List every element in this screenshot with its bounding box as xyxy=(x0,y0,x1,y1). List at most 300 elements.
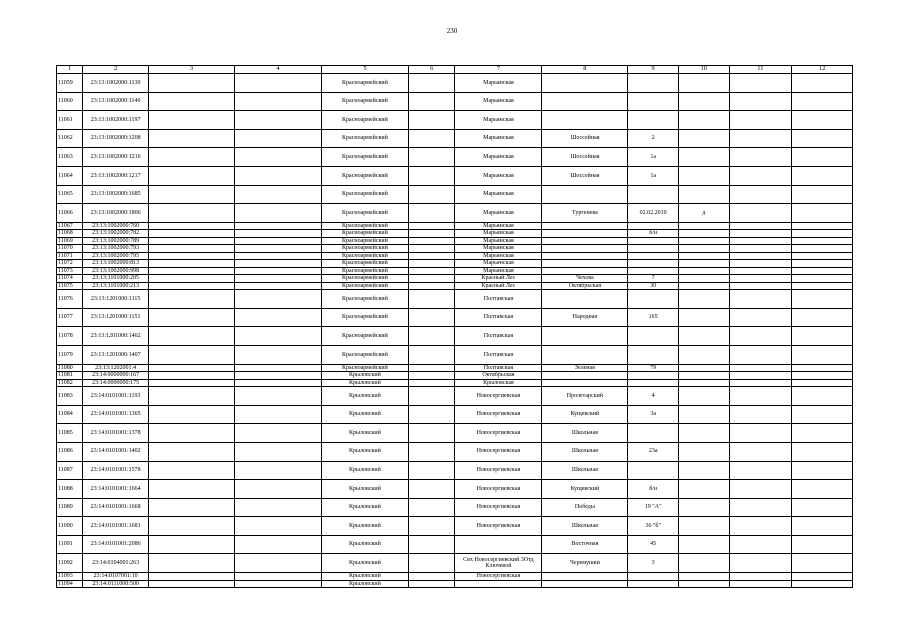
table-cell-col-12 xyxy=(792,222,853,230)
table-cell-col-9: 1а xyxy=(628,166,679,185)
table-cell-col-3 xyxy=(149,166,235,185)
table-cell-col-9 xyxy=(628,260,679,268)
table-cell-col-10 xyxy=(678,129,729,148)
table-cell-col-7: Марьянская xyxy=(455,222,542,230)
table-row xyxy=(57,308,853,327)
table-row xyxy=(57,480,853,499)
table-cell-col-3 xyxy=(149,372,235,380)
table-cell-col-4 xyxy=(235,480,322,499)
table-row xyxy=(57,222,853,230)
table-cell-col-3 xyxy=(149,252,235,260)
table-cell-col-8 xyxy=(542,252,628,260)
table-cell-col-6 xyxy=(408,517,455,536)
table-row xyxy=(57,267,853,275)
table-cell-col-2: 23:14:0101001:1664 xyxy=(83,480,149,499)
table-cell-col-3 xyxy=(149,480,235,499)
table-row xyxy=(57,424,853,443)
table-cell-col-11 xyxy=(729,260,792,268)
table-cell-col-11 xyxy=(729,535,792,554)
table-cell-col-7: Марьянская xyxy=(455,237,542,245)
column-header-8: 8 xyxy=(542,66,628,74)
table-cell-col-10 xyxy=(678,346,729,365)
table-cell-col-8: Школьная xyxy=(542,442,628,461)
table-row xyxy=(57,405,853,424)
table-cell-col-9 xyxy=(628,92,679,111)
table-row xyxy=(57,290,853,309)
column-header-11: 11 xyxy=(729,66,792,74)
table-row xyxy=(57,148,853,167)
table-cell-col-4 xyxy=(235,573,322,581)
table-row xyxy=(57,387,853,406)
table-cell-col-4 xyxy=(235,222,322,230)
table-cell-col-1: 11075 xyxy=(57,282,83,290)
table-cell-col-5: Крыловский xyxy=(321,535,408,554)
table-row xyxy=(57,535,853,554)
table-cell-col-4 xyxy=(235,111,322,130)
table-row xyxy=(57,327,853,346)
table-cell-col-2: 23:14:0000000:175 xyxy=(83,379,149,387)
table-cell-col-9 xyxy=(628,424,679,443)
table-cell-col-8 xyxy=(542,379,628,387)
table-cell-col-10 xyxy=(678,275,729,283)
table-row xyxy=(57,372,853,380)
table-cell-col-6 xyxy=(408,129,455,148)
table-cell-col-7: Новосергиевская xyxy=(455,442,542,461)
table-cell-col-3 xyxy=(149,92,235,111)
table-cell-col-11 xyxy=(729,230,792,238)
table-cell-col-2: 23:13:1002000:813 xyxy=(83,260,149,268)
table-cell-col-12 xyxy=(792,148,853,167)
table-cell-col-4 xyxy=(235,260,322,268)
table-cell-col-12 xyxy=(792,535,853,554)
table-row xyxy=(57,252,853,260)
table-cell-col-5: Крыловский xyxy=(321,405,408,424)
table-cell-col-10 xyxy=(678,230,729,238)
table-cell-col-11 xyxy=(729,387,792,406)
table-cell-col-7: Полтавская xyxy=(455,346,542,365)
table-cell-col-7: Новосергиевская xyxy=(455,498,542,517)
table-cell-col-2: 23:13:1002000:1208 xyxy=(83,129,149,148)
table-cell-col-12 xyxy=(792,282,853,290)
table-cell-col-11 xyxy=(729,237,792,245)
table-cell-col-5: Красноармейский xyxy=(321,275,408,283)
table-cell-col-6 xyxy=(408,461,455,480)
table-cell-col-11 xyxy=(729,282,792,290)
table-cell-col-11 xyxy=(729,424,792,443)
column-header-4: 4 xyxy=(235,66,322,74)
table-row xyxy=(57,92,853,111)
table-cell-col-11 xyxy=(729,111,792,130)
table-cell-col-3 xyxy=(149,111,235,130)
table-cell-col-1: 11064 xyxy=(57,166,83,185)
table-cell-col-7: Свх Новосергиевский 3Отд Ключевой xyxy=(455,554,542,573)
table-cell-col-6 xyxy=(408,346,455,365)
table-cell-col-3 xyxy=(149,498,235,517)
table-cell-col-7: Марьянская xyxy=(455,148,542,167)
table-cell-col-7: Марьянская xyxy=(455,111,542,130)
table-cell-col-9: 3а xyxy=(628,405,679,424)
table-cell-col-2: 23:13:1202001:4 xyxy=(83,364,149,372)
table-cell-col-7: Полтавская xyxy=(455,364,542,372)
table-cell-col-2: 23:14:0107001:10 xyxy=(83,573,149,581)
table-cell-col-5: Красноармейский xyxy=(321,327,408,346)
table-cell-col-2: 23:13:1002000:1216 xyxy=(83,148,149,167)
table-cell-col-3 xyxy=(149,237,235,245)
table-cell-col-11 xyxy=(729,327,792,346)
table-cell-col-1: 11094 xyxy=(57,580,83,588)
table-cell-col-2: 23:14:0101001:1578 xyxy=(83,461,149,480)
table-cell-col-5: Красноармейский xyxy=(321,282,408,290)
table-cell-col-7: Новосергиевская xyxy=(455,480,542,499)
table-cell-col-5: Красноармейский xyxy=(321,260,408,268)
table-row xyxy=(57,275,853,283)
table-cell-col-11 xyxy=(729,498,792,517)
table-cell-col-5: Крыловский xyxy=(321,480,408,499)
table-cell-col-3 xyxy=(149,290,235,309)
table-cell-col-7: Полтавская xyxy=(455,290,542,309)
table-cell-col-5: Крыловский xyxy=(321,498,408,517)
table-cell-col-5: Крыловский xyxy=(321,573,408,581)
table-cell-col-8 xyxy=(542,222,628,230)
table-cell-col-11 xyxy=(729,74,792,93)
table-cell-col-1: 11074 xyxy=(57,275,83,283)
table-cell-col-8: Школьная xyxy=(542,424,628,443)
table-cell-col-4 xyxy=(235,275,322,283)
table-cell-col-6 xyxy=(408,387,455,406)
table-cell-col-6 xyxy=(408,275,455,283)
column-header-9: 9 xyxy=(628,66,679,74)
table-cell-col-3 xyxy=(149,148,235,167)
table-cell-col-6 xyxy=(408,290,455,309)
table-cell-col-5: Красноармейский xyxy=(321,237,408,245)
table-cell-col-1: 11073 xyxy=(57,267,83,275)
column-header-3: 3 xyxy=(149,66,235,74)
table-cell-col-9 xyxy=(628,252,679,260)
table-cell-col-10 xyxy=(678,267,729,275)
table-cell-col-12 xyxy=(792,580,853,588)
table-cell-col-3 xyxy=(149,129,235,148)
table-cell-col-11 xyxy=(729,580,792,588)
table-cell-col-4 xyxy=(235,364,322,372)
table-cell-col-10 xyxy=(678,424,729,443)
table-row xyxy=(57,237,853,245)
table-cell-col-3 xyxy=(149,461,235,480)
table-cell-col-6 xyxy=(408,245,455,253)
table-cell-col-2: 23:14:0101001:1402 xyxy=(83,442,149,461)
table-cell-col-6 xyxy=(408,111,455,130)
table-cell-col-12 xyxy=(792,260,853,268)
table-cell-col-10 xyxy=(678,517,729,536)
table-cell-col-9: 19 "А" xyxy=(628,498,679,517)
table-cell-col-8: Шоссейная xyxy=(542,129,628,148)
table-cell-col-7: Марьянская xyxy=(455,260,542,268)
table-cell-col-9: 3 xyxy=(628,554,679,573)
table-cell-col-6 xyxy=(408,222,455,230)
table-cell-col-7: Марьянская xyxy=(455,92,542,111)
table-cell-col-4 xyxy=(235,92,322,111)
table-cell-col-10 xyxy=(678,442,729,461)
table-cell-col-10 xyxy=(678,260,729,268)
table-cell-col-4 xyxy=(235,230,322,238)
table-cell-col-6 xyxy=(408,308,455,327)
table-cell-col-11 xyxy=(729,290,792,309)
table-cell-col-7: Новосергиевская xyxy=(455,424,542,443)
table-cell-col-10 xyxy=(678,379,729,387)
table-cell-col-10 xyxy=(678,573,729,581)
table-cell-col-10 xyxy=(678,282,729,290)
table-cell-col-6 xyxy=(408,267,455,275)
table-cell-col-9: 23а xyxy=(628,442,679,461)
table-cell-col-8: Кущевский xyxy=(542,480,628,499)
table-cell-col-5: Красноармейский xyxy=(321,230,408,238)
table-cell-col-1: 11061 xyxy=(57,111,83,130)
table-cell-col-1: 11087 xyxy=(57,461,83,480)
table-cell-col-2: 23:13:1002000:1197 xyxy=(83,111,149,130)
table-cell-col-6 xyxy=(408,480,455,499)
table-cell-col-4 xyxy=(235,387,322,406)
table-cell-col-4 xyxy=(235,424,322,443)
table-cell-col-9: 4 xyxy=(628,387,679,406)
table-cell-col-1: 11082 xyxy=(57,379,83,387)
table-row xyxy=(57,580,853,588)
table-cell-col-12 xyxy=(792,245,853,253)
table-cell-col-2: 23:13:1201000:1151 xyxy=(83,308,149,327)
table-cell-col-4 xyxy=(235,554,322,573)
table-cell-col-8: Тургенева xyxy=(542,204,628,223)
table-cell-col-4 xyxy=(235,498,322,517)
table-cell-col-1: 11083 xyxy=(57,387,83,406)
table-cell-col-4 xyxy=(235,442,322,461)
table-cell-col-9: 7 xyxy=(628,275,679,283)
table-cell-col-2: 23:13:1002000:782 xyxy=(83,230,149,238)
table-cell-col-5: Крыловский xyxy=(321,424,408,443)
table-cell-col-10 xyxy=(678,535,729,554)
table-cell-col-2: 23:14:0111000:500 xyxy=(83,580,149,588)
table-cell-col-5: Крыловский xyxy=(321,379,408,387)
table-cell-col-2: 23:13:1201000:1402 xyxy=(83,327,149,346)
page-number: 230 xyxy=(446,27,458,35)
table-cell-col-4 xyxy=(235,517,322,536)
table-cell-col-12 xyxy=(792,111,853,130)
table-cell-col-11 xyxy=(729,364,792,372)
table-cell-col-7: Марьянская xyxy=(455,267,542,275)
table-cell-col-8 xyxy=(542,372,628,380)
table-cell-col-10 xyxy=(678,405,729,424)
table-cell-col-5: Красноармейский xyxy=(321,185,408,204)
table-cell-col-4 xyxy=(235,290,322,309)
table-cell-col-5: Красноармейский xyxy=(321,364,408,372)
table-cell-col-10 xyxy=(678,461,729,480)
table-cell-col-5: Крыловский xyxy=(321,580,408,588)
table-cell-col-7: Марьянская xyxy=(455,204,542,223)
table-cell-col-9 xyxy=(628,185,679,204)
table-row xyxy=(57,364,853,372)
table-cell-col-5: Красноармейский xyxy=(321,92,408,111)
table-cell-col-1: 11072 xyxy=(57,260,83,268)
table-cell-col-6 xyxy=(408,372,455,380)
table-cell-col-7: Новосергиевская xyxy=(455,405,542,424)
table-cell-col-3 xyxy=(149,535,235,554)
column-header-7: 7 xyxy=(455,66,542,74)
table-cell-col-11 xyxy=(729,308,792,327)
table-cell-col-7: Марьянская xyxy=(455,185,542,204)
table-cell-col-10 xyxy=(678,92,729,111)
table-cell-col-5: Красноармейский xyxy=(321,166,408,185)
table-cell-col-5: Красноармейский xyxy=(321,252,408,260)
table-cell-col-3 xyxy=(149,327,235,346)
table-cell-col-1: 11067 xyxy=(57,222,83,230)
table-cell-col-12 xyxy=(792,379,853,387)
table-cell-col-5: Крыловский xyxy=(321,442,408,461)
table-cell-col-5: Красноармейский xyxy=(321,290,408,309)
table-cell-col-5: Крыловский xyxy=(321,554,408,573)
table-cell-col-3 xyxy=(149,74,235,93)
column-header-12: 12 xyxy=(792,66,853,74)
table-cell-col-10 xyxy=(678,245,729,253)
table-cell-col-9: 30 xyxy=(628,282,679,290)
table-cell-col-5: Красноармейский xyxy=(321,245,408,253)
table-cell-col-2: 23:13:1002000:1130 xyxy=(83,74,149,93)
table-cell-col-3 xyxy=(149,230,235,238)
table-cell-col-2: 23:13:1002000:998 xyxy=(83,267,149,275)
table-cell-col-11 xyxy=(729,442,792,461)
table-cell-col-8 xyxy=(542,111,628,130)
table-cell-col-1: 11078 xyxy=(57,327,83,346)
table-cell-col-4 xyxy=(235,245,322,253)
table-cell-col-2: 23:13:1002000:793 xyxy=(83,245,149,253)
table-row xyxy=(57,379,853,387)
table-cell-col-6 xyxy=(408,282,455,290)
table-cell-col-4 xyxy=(235,129,322,148)
table-cell-col-8: Народная xyxy=(542,308,628,327)
table-cell-col-10 xyxy=(678,480,729,499)
table-cell-col-4 xyxy=(235,461,322,480)
table-cell-col-1: 11062 xyxy=(57,129,83,148)
table-cell-col-9 xyxy=(628,74,679,93)
table-cell-col-1: 11063 xyxy=(57,148,83,167)
table-cell-col-8 xyxy=(542,346,628,365)
table-cell-col-12 xyxy=(792,387,853,406)
table-cell-col-10 xyxy=(678,387,729,406)
table-cell-col-3 xyxy=(149,282,235,290)
table-cell-col-6 xyxy=(408,252,455,260)
table-cell-col-12 xyxy=(792,308,853,327)
table-cell-col-11 xyxy=(729,405,792,424)
table-cell-col-4 xyxy=(235,405,322,424)
table-cell-col-9 xyxy=(628,111,679,130)
table-cell-col-8 xyxy=(542,245,628,253)
table-cell-col-7: Новосергиевская xyxy=(455,461,542,480)
table-cell-col-12 xyxy=(792,204,853,223)
table-cell-col-6 xyxy=(408,92,455,111)
table-cell-col-1: 11069 xyxy=(57,237,83,245)
table-cell-col-2: 23:13:1101000:213 xyxy=(83,282,149,290)
table-cell-col-9 xyxy=(628,461,679,480)
table-cell-col-8: Чехова xyxy=(542,275,628,283)
table-cell-col-12 xyxy=(792,166,853,185)
table-cell-col-2: 23:14:0104001:263 xyxy=(83,554,149,573)
table-cell-col-6 xyxy=(408,230,455,238)
table-cell-col-10 xyxy=(678,148,729,167)
table-cell-col-8: Победы xyxy=(542,498,628,517)
table-cell-col-11 xyxy=(729,554,792,573)
table-cell-col-11 xyxy=(729,573,792,581)
table-cell-col-12 xyxy=(792,573,853,581)
table-cell-col-2: 23:13:1002000:1217 xyxy=(83,166,149,185)
table-cell-col-8: Школьная xyxy=(542,517,628,536)
table-cell-col-12 xyxy=(792,74,853,93)
table-cell-col-5: Красноармейский xyxy=(321,346,408,365)
table-cell-col-12 xyxy=(792,267,853,275)
table-cell-col-10 xyxy=(678,372,729,380)
table-cell-col-10 xyxy=(678,554,729,573)
table-cell-col-12 xyxy=(792,346,853,365)
table-cell-col-9: б/н xyxy=(628,480,679,499)
table-cell-col-9 xyxy=(628,245,679,253)
table-cell-col-1: 11081 xyxy=(57,372,83,380)
table-cell-col-7: Марьянская xyxy=(455,74,542,93)
table-cell-col-5: Красноармейский xyxy=(321,148,408,167)
table-cell-col-3 xyxy=(149,573,235,581)
table-cell-col-1: 11060 xyxy=(57,92,83,111)
table-cell-col-11 xyxy=(729,346,792,365)
table-cell-col-3 xyxy=(149,442,235,461)
table-cell-col-9 xyxy=(628,346,679,365)
table-cell-col-3 xyxy=(149,245,235,253)
table-cell-col-9: 2 xyxy=(628,129,679,148)
table-cell-col-3 xyxy=(149,275,235,283)
column-header-10: 10 xyxy=(678,66,729,74)
table-cell-col-2: 23:13:1002000:789 xyxy=(83,237,149,245)
table-cell-col-8 xyxy=(542,260,628,268)
table-cell-col-10 xyxy=(678,74,729,93)
table-row xyxy=(57,129,853,148)
table-cell-col-9: 36 "б" xyxy=(628,517,679,536)
table-cell-col-6 xyxy=(408,424,455,443)
table-cell-col-9 xyxy=(628,237,679,245)
table-cell-col-8: Зеленая xyxy=(542,364,628,372)
table-cell-col-8 xyxy=(542,267,628,275)
column-header-5: 5 xyxy=(321,66,408,74)
table-cell-col-8 xyxy=(542,580,628,588)
table-cell-col-8 xyxy=(542,290,628,309)
table-cell-col-8: Пролетарский xyxy=(542,387,628,406)
table-cell-col-9 xyxy=(628,379,679,387)
table-cell-col-1: 11085 xyxy=(57,424,83,443)
table-row xyxy=(57,260,853,268)
table-cell-col-11 xyxy=(729,245,792,253)
table-cell-col-2: 23:14:0101001:1365 xyxy=(83,405,149,424)
table-cell-col-3 xyxy=(149,517,235,536)
table-row xyxy=(57,554,853,573)
table-cell-col-6 xyxy=(408,364,455,372)
table-row xyxy=(57,245,853,253)
table-cell-col-12 xyxy=(792,364,853,372)
table-row xyxy=(57,573,853,581)
table-cell-col-1: 11079 xyxy=(57,346,83,365)
table-cell-col-6 xyxy=(408,379,455,387)
table-cell-col-10 xyxy=(678,498,729,517)
table-cell-col-1: 11080 xyxy=(57,364,83,372)
table-cell-col-6 xyxy=(408,148,455,167)
table-cell-col-3 xyxy=(149,204,235,223)
table-cell-col-9: 79 xyxy=(628,364,679,372)
table-cell-col-3 xyxy=(149,405,235,424)
table-cell-col-3 xyxy=(149,364,235,372)
table-cell-col-7: Новосергиевская xyxy=(455,387,542,406)
table-cell-col-7: Марьянская xyxy=(455,166,542,185)
table-cell-col-2: 23:13:1101000:205 xyxy=(83,275,149,283)
